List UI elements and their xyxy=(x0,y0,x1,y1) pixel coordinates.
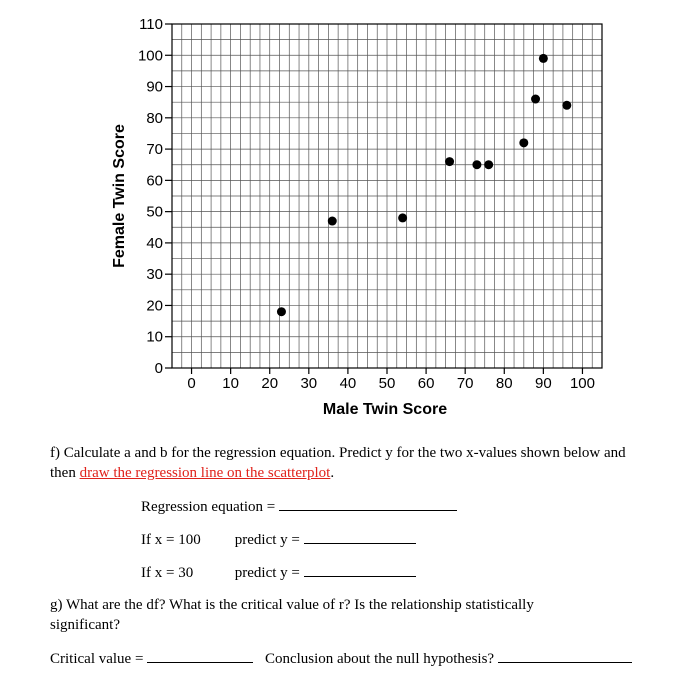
question-f-period: . xyxy=(330,465,335,481)
y-tick-label: 40 xyxy=(146,234,163,252)
x-tick-label: 30 xyxy=(300,375,318,392)
y-tick-label: 50 xyxy=(146,203,163,221)
regression-line-link[interactable]: draw the regression line on the scatterplot xyxy=(79,465,331,481)
y-axis-title: Female Twin Score xyxy=(111,124,128,268)
critical-value-label: Critical value = xyxy=(50,651,144,667)
predict-y-1-blank[interactable] xyxy=(304,529,416,544)
conclusion-label: Conclusion about the null hypothesis? xyxy=(264,651,495,667)
x-tick-label: 40 xyxy=(339,375,357,392)
if-x-100-label: If x = 100 xyxy=(141,532,201,548)
predict-row-2 xyxy=(141,562,416,583)
y-tick-label: 30 xyxy=(146,266,163,284)
data-point xyxy=(472,160,481,169)
question-f-text: f) Calculate a and b for the regression equation. Predict y for the two x-values shown below and then xyxy=(50,445,626,481)
x-tick-label: 50 xyxy=(378,375,396,392)
data-point xyxy=(398,213,407,222)
x-tick-label: 80 xyxy=(495,375,513,392)
data-point xyxy=(539,54,548,63)
regression-equation-label: Regression equation = xyxy=(141,499,276,515)
question-f xyxy=(50,443,650,483)
regression-equation-blank[interactable] xyxy=(279,496,457,511)
data-point xyxy=(519,138,528,147)
x-tick-label: 10 xyxy=(222,375,239,392)
y-tick-label: 20 xyxy=(146,297,163,315)
predict-y-1-label: predict y = xyxy=(234,532,300,548)
y-tick-label: 60 xyxy=(146,172,163,190)
data-point xyxy=(562,101,571,110)
y-tick-label: 100 xyxy=(137,47,163,65)
data-point xyxy=(531,95,540,104)
data-point xyxy=(484,160,493,169)
grid-lines xyxy=(172,24,602,368)
x-tick-label: 100 xyxy=(569,375,595,392)
data-points xyxy=(277,54,571,316)
x-tick-label: 0 xyxy=(187,375,196,392)
data-point xyxy=(277,307,286,316)
regression-equation-row xyxy=(141,496,457,517)
data-point xyxy=(328,217,337,226)
x-tick-label: 60 xyxy=(417,375,435,392)
x-axis-title: Male Twin Score xyxy=(322,401,448,418)
x-tick-label: 90 xyxy=(535,375,552,392)
x-tick-label: 70 xyxy=(456,375,474,392)
y-tick-label: 80 xyxy=(146,109,163,127)
conclusion-blank[interactable] xyxy=(498,648,632,663)
predict-y-2-blank[interactable] xyxy=(304,562,416,577)
y-tick-label: 110 xyxy=(139,16,163,33)
y-tick-label: 0 xyxy=(154,360,163,377)
x-axis-ticks xyxy=(187,368,595,392)
y-axis-ticks xyxy=(138,16,172,377)
y-tick-label: 10 xyxy=(146,328,163,346)
x-tick-label: 20 xyxy=(261,375,279,392)
if-x-30-label: If x = 30 xyxy=(141,565,194,581)
question-g xyxy=(50,595,570,635)
critical-value-blank[interactable] xyxy=(147,648,253,663)
predict-row-1 xyxy=(141,529,416,550)
y-tick-label: 70 xyxy=(146,141,163,159)
data-point xyxy=(445,157,454,166)
question-g-text: g) What are the df? What is the critical value of r? Is the relationship statistically significant? xyxy=(50,597,534,633)
y-tick-label: 90 xyxy=(146,78,163,96)
predict-y-2-label: predict y = xyxy=(234,565,300,581)
critical-value-row xyxy=(50,648,632,669)
